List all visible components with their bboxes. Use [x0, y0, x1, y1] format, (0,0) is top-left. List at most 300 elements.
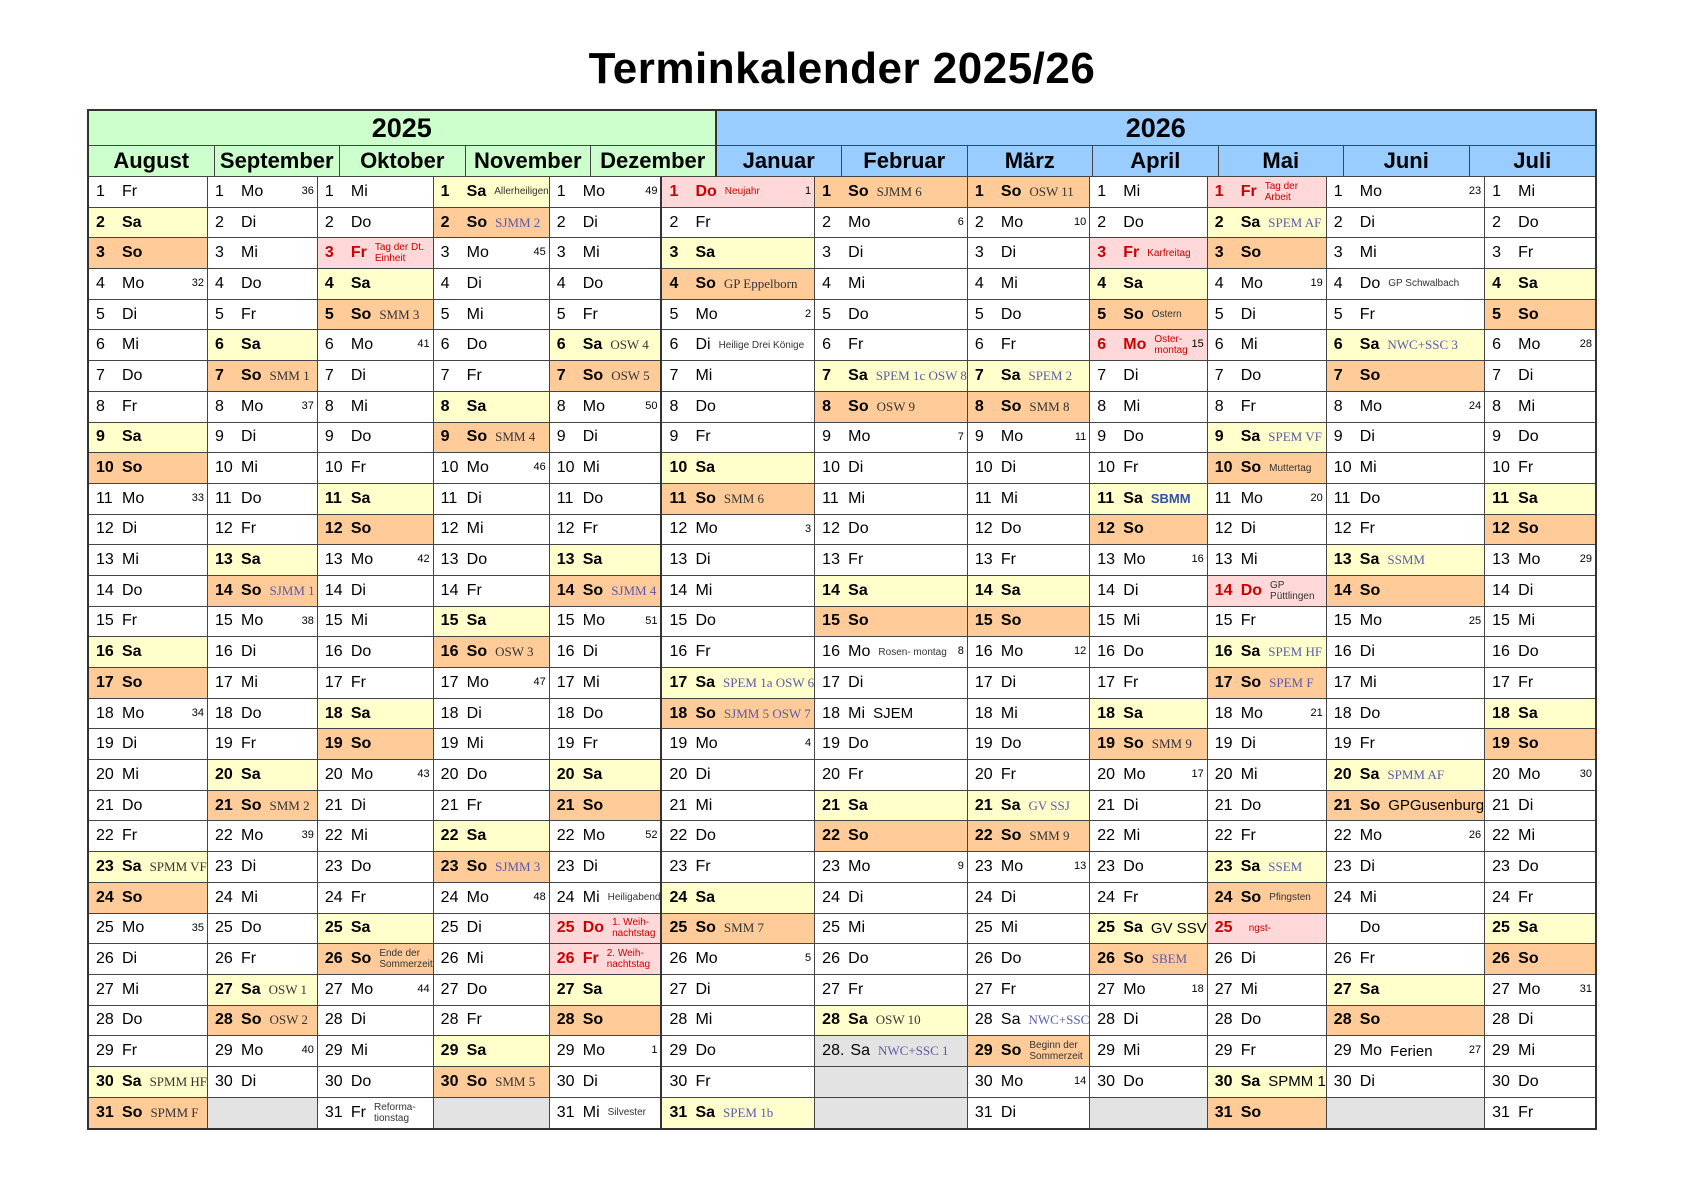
day-number: 17 — [324, 673, 343, 691]
day-cell — [1485, 699, 1595, 730]
week-number: 47 — [533, 676, 546, 688]
weekday: Do — [848, 520, 869, 538]
day-cell — [1485, 392, 1595, 423]
day-cell — [1090, 177, 1206, 208]
weekday: Sa — [241, 336, 261, 354]
day-cell — [89, 269, 207, 300]
weekday: Mo — [695, 520, 718, 538]
day-cell — [1327, 883, 1484, 914]
weekday: Do — [241, 274, 262, 292]
day-number: 16 — [822, 643, 840, 661]
day-number: 13 — [215, 551, 233, 569]
week-number: 1 — [651, 1044, 658, 1057]
event-note: Muttertag — [1269, 462, 1312, 474]
day-cell — [318, 668, 433, 699]
weekday: Fr — [466, 581, 482, 599]
event-note: SPEM 2 — [1028, 367, 1073, 383]
day-number: 31 — [669, 1103, 688, 1121]
day-cell — [1090, 330, 1206, 361]
day-cell — [318, 944, 433, 975]
weekday: Sa — [241, 551, 261, 569]
day-number: 8 — [1492, 397, 1502, 415]
day-number: 12 — [96, 520, 114, 538]
day-number: 15 — [556, 612, 575, 630]
day-cell — [434, 484, 549, 515]
weekday: Di — [466, 704, 482, 722]
day-number: 6 — [1097, 336, 1107, 354]
day-number: 11 — [556, 489, 574, 507]
day-number: 9 — [556, 428, 566, 446]
day-cell — [550, 545, 661, 576]
day-number: 7 — [1333, 366, 1343, 384]
day-number: 8 — [1097, 397, 1107, 415]
day-cell — [1090, 699, 1206, 730]
day-number: 5 — [1492, 305, 1502, 323]
day-number: 28 — [1214, 1011, 1233, 1029]
weekday: Di — [466, 489, 482, 507]
day-number: 10 — [215, 459, 233, 477]
day-cell — [434, 330, 549, 361]
day-columns — [89, 177, 1595, 1128]
day-cell — [1090, 269, 1206, 300]
event-note: SBMM — [1150, 491, 1191, 507]
day-number: 28 — [974, 1011, 993, 1029]
day-cell — [434, 238, 549, 269]
day-cell — [89, 484, 207, 515]
day-cell — [815, 1036, 967, 1067]
day-number: 30 — [1097, 1072, 1116, 1090]
day-cell — [1090, 760, 1206, 791]
weekday: Fr — [1000, 336, 1016, 354]
day-cell — [662, 453, 814, 484]
weekday: So — [582, 1011, 604, 1029]
weekday: So — [122, 673, 143, 691]
weekday: So — [122, 244, 143, 262]
day-cell — [1485, 576, 1595, 607]
event-note: GP Püttlingen — [1270, 579, 1315, 602]
weekday: Sa — [241, 980, 261, 998]
day-cell — [434, 208, 549, 239]
day-cell — [815, 760, 967, 791]
day-cell — [1485, 453, 1595, 484]
day-cell — [1208, 637, 1326, 668]
day-cell — [318, 1006, 433, 1037]
weekday: So — [848, 182, 869, 200]
day-cell — [550, 668, 661, 699]
weekday: Di — [350, 581, 366, 599]
day-number: 26 — [1214, 950, 1233, 968]
day-number: 13 — [669, 551, 688, 569]
weekday: Sa — [848, 366, 868, 384]
day-number: 9 — [669, 428, 679, 446]
day-cell — [1485, 423, 1595, 454]
day-number: 1 — [1333, 182, 1343, 200]
day-cell — [662, 392, 814, 423]
day-cell — [434, 607, 549, 638]
year-header-row — [89, 111, 1595, 146]
day-number: 11 — [440, 489, 458, 507]
weekday: Di — [1000, 459, 1016, 477]
week-number: 33 — [191, 491, 205, 504]
event-note: SJMM 1 — [269, 582, 315, 598]
day-cell — [662, 1036, 814, 1067]
day-number: 1 — [556, 182, 566, 200]
weekday: So — [350, 735, 372, 753]
month-header-1: September — [215, 146, 341, 177]
day-cell — [1208, 300, 1326, 331]
day-number: 10 — [822, 459, 840, 477]
day-number: 3 — [1214, 244, 1224, 262]
empty-cell — [434, 1098, 549, 1129]
day-number: 9 — [974, 428, 984, 446]
weekday: Di — [1359, 428, 1375, 446]
day-number: 16 — [96, 643, 114, 661]
weekday: Do — [582, 919, 605, 937]
weekday: Fr — [1000, 551, 1016, 569]
weekday: Mi — [1000, 489, 1018, 507]
event-note: SMM 6 — [723, 490, 765, 506]
day-number: 2 — [96, 213, 105, 231]
day-cell — [815, 515, 967, 546]
weekday: Fr — [582, 520, 598, 538]
day-number: 2 — [1492, 213, 1502, 231]
day-cell — [1485, 852, 1595, 883]
day-cell — [208, 729, 317, 760]
week-number: 21 — [1310, 706, 1323, 719]
day-number: 28 — [1333, 1011, 1352, 1029]
weekday: So — [1240, 1103, 1262, 1121]
weekday: Sa — [1123, 919, 1143, 937]
weekday: Sa — [695, 459, 716, 477]
day-number: 25 — [822, 919, 840, 937]
day-cell — [208, 330, 317, 361]
day-number: 29 — [1214, 1042, 1233, 1060]
weekday: Do — [1000, 520, 1022, 538]
weekday: Do — [1359, 704, 1381, 722]
day-cell — [662, 1098, 814, 1129]
event-note: SPEM HF — [1268, 644, 1323, 660]
day-cell — [318, 330, 433, 361]
day-number: 22 — [974, 827, 993, 845]
weekday: Mo — [1123, 765, 1146, 783]
weekday: Mi — [350, 1042, 368, 1060]
weekday: Di — [1240, 305, 1256, 323]
weekday: Mi — [1359, 888, 1377, 906]
day-number: 1 — [96, 182, 105, 200]
day-cell — [1485, 637, 1595, 668]
day-number: 14 — [1214, 581, 1233, 599]
weekday: Fr — [241, 950, 257, 968]
event-note: NWC+SSC — [1028, 1012, 1090, 1028]
weekday: So — [1518, 735, 1539, 753]
day-cell — [550, 760, 661, 791]
day-number: 17 — [974, 673, 993, 691]
weekday: So — [1123, 305, 1144, 323]
day-number: 5 — [1097, 305, 1107, 323]
weekday: Do — [1123, 428, 1144, 446]
weekday: Mo — [1000, 1072, 1024, 1090]
weekday: Do — [1000, 735, 1022, 753]
day-cell — [89, 821, 207, 852]
day-number: 16 — [324, 643, 343, 661]
weekday: Sa — [850, 1042, 870, 1060]
day-cell — [815, 453, 967, 484]
day-cell — [89, 423, 207, 454]
day-number: 29 — [669, 1042, 688, 1060]
day-cell — [968, 269, 1089, 300]
day-cell — [815, 423, 967, 454]
day-number: 7 — [1097, 366, 1107, 384]
weekday: Fr — [848, 980, 864, 998]
month-column — [1090, 177, 1207, 1128]
weekday: Mi — [1518, 182, 1536, 200]
day-number: 3 — [974, 244, 984, 262]
weekday: Fr — [582, 950, 599, 968]
day-number: 18 — [1097, 704, 1116, 722]
week-number: 50 — [645, 399, 658, 412]
day-number: 17 — [440, 673, 459, 691]
weekday: Sa — [582, 551, 603, 569]
day-cell — [550, 361, 661, 392]
weekday: So — [1000, 612, 1022, 630]
weekday: Mo — [1000, 643, 1024, 661]
day-cell — [434, 423, 549, 454]
weekday: So — [466, 213, 488, 231]
weekday: Do — [1518, 428, 1539, 446]
day-cell — [815, 914, 967, 945]
event-note: Oster- montag — [1154, 334, 1188, 357]
day-cell — [550, 791, 661, 822]
day-number: 2 — [974, 213, 984, 231]
weekday: So — [695, 274, 716, 292]
day-number: 18 — [324, 704, 343, 722]
day-number: 22 — [556, 827, 575, 845]
weekday: Di — [1518, 366, 1534, 384]
day-number: 11 — [324, 489, 342, 507]
day-number: 22 — [1097, 827, 1116, 845]
day-number: 4 — [669, 274, 679, 292]
day-number: 19 — [1492, 735, 1510, 753]
weekday: So — [848, 612, 869, 630]
weekday: Di — [241, 428, 257, 446]
day-cell — [318, 760, 433, 791]
day-number: 22 — [1492, 827, 1510, 845]
weekday: Do — [1518, 1072, 1539, 1090]
day-cell — [550, 453, 661, 484]
day-number: 3 — [1492, 244, 1502, 262]
day-cell — [1485, 668, 1595, 699]
day-cell — [1208, 361, 1326, 392]
day-cell — [1208, 883, 1326, 914]
day-number: 3 — [324, 244, 334, 262]
day-cell — [968, 361, 1089, 392]
weekday: So — [582, 366, 604, 384]
day-cell — [968, 453, 1089, 484]
weekday: Mi — [241, 244, 258, 262]
day-cell — [1090, 484, 1206, 515]
event-note: NWC+SSC 1 — [878, 1043, 949, 1059]
day-number: 15 — [215, 612, 233, 630]
day-cell — [1090, 668, 1206, 699]
day-cell — [318, 883, 433, 914]
day-cell — [662, 269, 814, 300]
weekday: Mo — [1240, 489, 1263, 507]
event-note: OSW 10 — [875, 1012, 921, 1028]
weekday: Di — [1240, 735, 1256, 753]
day-number: 27 — [1214, 980, 1233, 998]
weekday: Di — [350, 366, 366, 384]
week-number: 51 — [645, 614, 658, 627]
weekday: Mi — [350, 182, 368, 200]
day-number: 14 — [974, 581, 993, 599]
week-number: 46 — [533, 461, 546, 474]
day-number: 23 — [974, 857, 993, 875]
week-number: 48 — [533, 890, 546, 903]
day-number: 26 — [556, 950, 575, 968]
weekday: So — [695, 489, 716, 507]
event-note: SPMM VF — [149, 858, 207, 874]
day-cell — [1090, 423, 1206, 454]
day-cell — [434, 576, 549, 607]
event-note: SJMM 5 OSW 7 — [723, 705, 811, 721]
day-number: 29 — [556, 1042, 575, 1060]
day-cell — [318, 975, 433, 1006]
day-cell — [968, 914, 1089, 945]
day-number: 17 — [1097, 673, 1116, 691]
weekday: Fr — [1359, 735, 1375, 753]
event-note: SJMM 3 — [495, 858, 541, 874]
day-cell — [208, 576, 317, 607]
day-number: 29 — [1492, 1042, 1510, 1060]
day-cell — [208, 1067, 317, 1098]
weekday: Mi — [466, 305, 484, 323]
weekday: So — [350, 950, 372, 968]
weekday: So — [1359, 581, 1381, 599]
day-cell — [434, 1006, 549, 1037]
day-cell — [550, 1098, 661, 1129]
weekday: Di — [241, 1072, 257, 1090]
day-cell — [1485, 208, 1595, 239]
day-number: 17 — [556, 673, 575, 691]
day-number: 19 — [215, 735, 233, 753]
event-note: SMM 1 — [269, 367, 310, 383]
event-note: Ostern — [1151, 309, 1182, 321]
day-number: 13 — [324, 551, 343, 569]
weekday: Fr — [1123, 459, 1139, 477]
day-cell — [208, 1036, 317, 1067]
event-note: SPMM F — [150, 1104, 199, 1120]
day-cell — [1327, 975, 1484, 1006]
day-number: 31 — [1492, 1103, 1510, 1121]
day-cell — [1485, 883, 1595, 914]
event-note: Beginn der Sommerzeit — [1029, 1040, 1083, 1063]
day-cell — [968, 668, 1089, 699]
day-number: 28. — [822, 1042, 845, 1060]
week-number: 16 — [1191, 553, 1204, 566]
day-number: 19 — [324, 735, 343, 753]
weekday: Mo — [122, 274, 145, 292]
day-number: 11 — [822, 489, 839, 507]
day-number: 12 — [440, 520, 459, 538]
day-cell — [434, 300, 549, 331]
day-cell — [1090, 821, 1206, 852]
day-number: 25 — [215, 919, 233, 937]
day-cell — [1327, 515, 1484, 546]
weekday: Mi — [350, 827, 368, 845]
empty-cell — [815, 1098, 967, 1129]
week-number: 38 — [301, 614, 314, 627]
weekday: Mi — [466, 950, 484, 968]
weekday: Sa — [350, 274, 371, 292]
weekday: Sa — [1518, 704, 1538, 722]
day-number: 23 — [556, 857, 575, 875]
day-cell — [550, 607, 661, 638]
day-cell — [1485, 607, 1595, 638]
day-cell — [89, 668, 207, 699]
month-column — [815, 177, 968, 1128]
day-cell — [1208, 975, 1326, 1006]
week-number: 31 — [1579, 982, 1592, 995]
weekday: Mo — [1000, 213, 1024, 231]
day-cell — [434, 975, 549, 1006]
day-number: 15 — [324, 612, 343, 630]
day-cell — [550, 852, 661, 883]
weekday: So — [1518, 520, 1539, 538]
year-header-2026: 2026 — [717, 111, 1596, 146]
weekday: Mo — [122, 489, 145, 507]
day-number: 20 — [1333, 765, 1352, 783]
day-cell — [1327, 269, 1484, 300]
weekday: Mi — [1240, 551, 1258, 569]
day-cell — [1208, 484, 1326, 515]
day-cell — [89, 729, 207, 760]
weekday: Mi — [848, 919, 866, 937]
event-note: SPMM 1 — [1268, 1073, 1326, 1091]
day-number: 4 — [96, 274, 105, 292]
day-number: 21 — [215, 796, 233, 814]
day-number: 31 — [324, 1103, 343, 1121]
day-number: 31 — [1214, 1103, 1233, 1121]
event-note: SMM 9 — [1151, 736, 1192, 752]
day-number: 8 — [974, 397, 984, 415]
day-cell — [662, 177, 814, 208]
day-number: 3 — [440, 244, 450, 262]
day-number: 15 — [440, 612, 459, 630]
weekday: Sa — [122, 857, 142, 875]
day-cell — [434, 637, 549, 668]
weekday: Mo — [122, 919, 145, 937]
month-column — [662, 177, 815, 1128]
day-number: 2 — [556, 213, 566, 231]
day-cell — [318, 515, 433, 546]
day-number: 23 — [822, 857, 840, 875]
day-number: 26 — [440, 950, 459, 968]
day-cell — [208, 423, 317, 454]
day-cell — [968, 760, 1089, 791]
weekday: Sa — [695, 673, 716, 691]
day-cell — [550, 515, 661, 546]
day-number: 21 — [324, 796, 343, 814]
day-cell — [1090, 914, 1206, 945]
day-number: 16 — [1097, 643, 1116, 661]
weekday: Mi — [1123, 1042, 1141, 1060]
day-number: 3 — [1333, 244, 1343, 262]
day-number: 6 — [324, 336, 334, 354]
day-number: 13 — [822, 551, 840, 569]
weekday: Mi — [848, 274, 866, 292]
day-number: 2 — [440, 213, 450, 231]
weekday: Do — [1240, 1011, 1262, 1029]
